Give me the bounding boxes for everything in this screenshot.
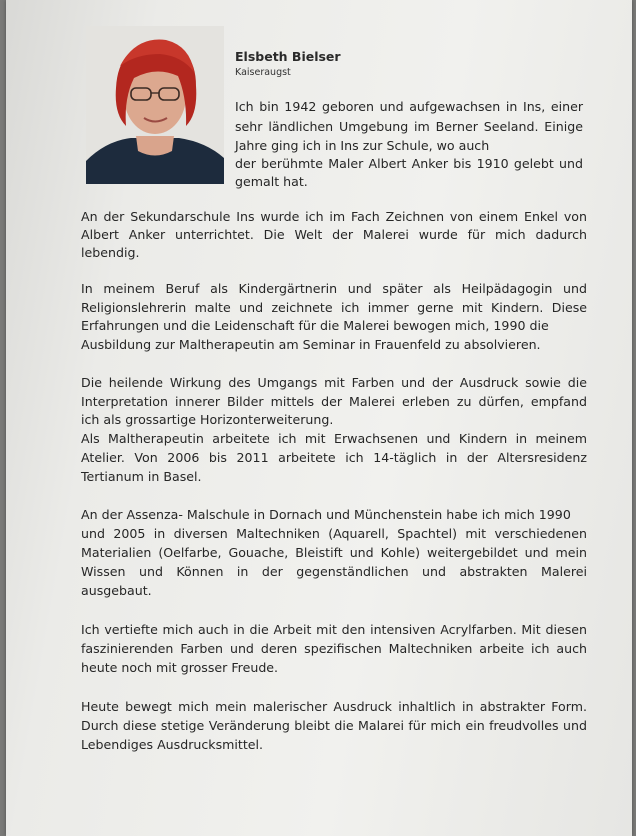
text-line: Als Maltherapeutin arbeitete ich mit Erwachsenen und Kindern in meinem: [81, 431, 587, 446]
document-page: [6, 0, 632, 836]
text-line: Atelier. Von 2006 bis 2011 arbeitete ich 14-täglich in der Altersresidenz: [81, 450, 587, 465]
author-portrait: [86, 26, 224, 184]
text-line: An der Sekundarschule Ins wurde ich im Fach Zeichnen von einem Enkel von: [81, 209, 587, 224]
portrait-photo-icon: [86, 26, 224, 184]
text-line: gemalt hat.: [235, 174, 308, 189]
text-line: Jahre ging ich in Ins zur Schule, wo auch: [235, 138, 490, 153]
text-line: Albert Anker unterrichtet. Die Welt der Malerei wurde für mich dadurch: [81, 227, 587, 242]
text-line: der berühmte Maler Albert Anker bis 1910 gelebt und: [235, 156, 583, 171]
text-line: Heute bewegt mich mein malerischer Ausdruck inhaltlich in abstrakter Form.: [81, 699, 587, 714]
text-line: und 2005 in diversen Maltechniken (Aquarell, Spachtel) mit verschiedenen: [81, 526, 587, 541]
text-line: ausgebaut.: [81, 583, 152, 598]
text-line: faszinierenden Farben und deren spezifischen Maltechniken arbeite ich auch: [81, 641, 587, 656]
text-line: Interpretation innerer Bilder mittels der Malerei erleben zu dürfen, empfand: [81, 394, 587, 409]
text-line: Die heilende Wirkung des Umgangs mit Farben und der Ausdruck sowie die: [81, 375, 587, 390]
text-line: lebendig.: [81, 245, 140, 260]
text-line: Durch diese stetige Veränderung bleibt die Malarei für mich ein freudvolles und: [81, 718, 587, 733]
text-line: Tertianum in Basel.: [81, 469, 202, 484]
text-line: Ich vertiefte mich auch in die Arbeit mit den intensiven Acrylfarben. Mit diesen: [81, 622, 587, 637]
text-line: Lebendiges Ausdrucksmittel.: [81, 737, 264, 752]
text-line: An der Assenza- Malschule in Dornach und Münchenstein habe ich mich 1990: [81, 507, 571, 522]
text-line: Erfahrungen und die Leidenschaft für die Malerei bewogen mich, 1990 die: [81, 318, 549, 333]
text-line: Wissen und Können in der gegenständlichen und abstrakten Malerei: [81, 564, 587, 579]
text-line: Religionslehrerin malte und zeichnete ich immer gerne mit Kindern. Diese: [81, 300, 587, 315]
text-line: ich als grossartige Horizonterweiterung.: [81, 412, 334, 427]
text-line: Ausbildung zur Maltherapeutin am Seminar in Frauenfeld zu absolvieren.: [81, 337, 541, 352]
text-line: heute noch mit grosser Freude.: [81, 660, 279, 675]
text-line: In meinem Beruf als Kindergärtnerin und später als Heilpädagogin und: [81, 281, 587, 296]
author-place: Kaiseraugst: [235, 67, 291, 78]
text-line: Ich bin 1942 geboren und aufgewachsen in Ins, einer: [235, 99, 583, 114]
text-line: Materialien (Oelfarbe, Gouache, Bleistift und Kohle) weitergebildet und mein: [81, 545, 587, 560]
text-line: sehr ländlichen Umgebung im Berner Seeland. Einige: [235, 119, 583, 134]
author-name: Elsbeth Bielser: [235, 49, 341, 64]
